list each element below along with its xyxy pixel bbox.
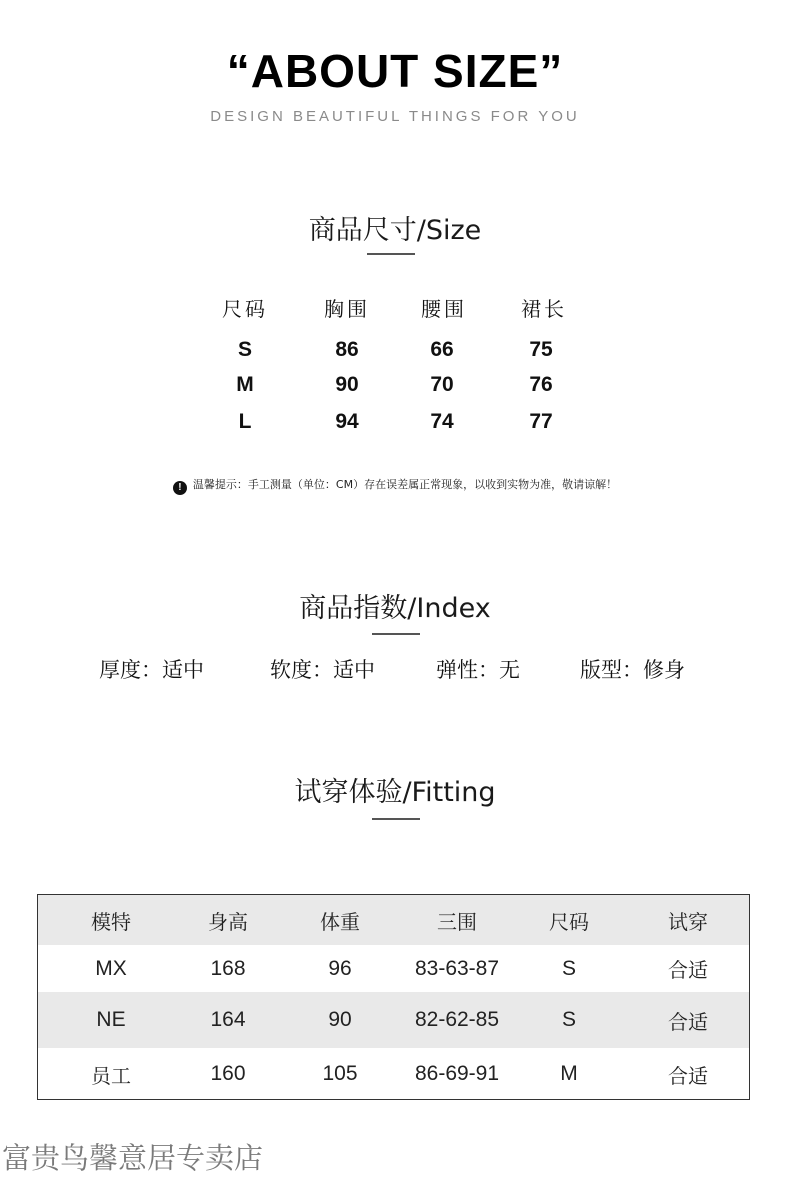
- fitting-cell: 员工: [91, 1063, 131, 1088]
- fitting-col-header: 体重: [320, 909, 360, 934]
- size-col-header: 胸围: [324, 297, 370, 321]
- size-cell: 77: [529, 410, 553, 433]
- size-cell: 90: [335, 373, 359, 396]
- size-cell: S: [237, 338, 252, 361]
- size-col-header: 裙长: [521, 297, 567, 321]
- page-title: “ABOUT SIZE”: [226, 45, 564, 97]
- size-title-divider: [367, 253, 415, 255]
- size-cell: 76: [529, 373, 553, 396]
- table-row: [38, 1048, 749, 1100]
- fitting-section-title: 试穿体验/Fitting: [294, 777, 496, 808]
- fitting-header-row: [38, 895, 749, 945]
- fitting-col-header: 身高: [208, 909, 248, 934]
- store-watermark: 富贵鸟馨意居专卖店: [2, 1141, 264, 1175]
- warning-icon: !: [173, 481, 187, 495]
- size-section-title: 商品尺寸/Size: [308, 215, 482, 246]
- size-cell: 74: [430, 410, 454, 433]
- fitting-cell: S: [561, 956, 576, 980]
- index-thickness: 厚度：适中: [99, 658, 204, 682]
- fitting-title-divider: [372, 818, 420, 820]
- page-subtitle: DESIGN BEAUTIFUL THINGS FOR YOU: [210, 108, 580, 125]
- size-cell: 86: [335, 338, 359, 361]
- size-col-header: 腰围: [421, 297, 467, 321]
- fitting-cell: 合适: [668, 1009, 708, 1034]
- fitting-table: [37, 894, 750, 1100]
- fitting-col-header: 试穿: [668, 909, 708, 934]
- index-fit-type: 版型：修身: [580, 658, 685, 682]
- fitting-cell: 164: [210, 1008, 246, 1031]
- index-elasticity: 弹性：无: [436, 658, 520, 682]
- fitting-col-header: 模特: [91, 909, 131, 934]
- fitting-col-header: 三围: [437, 909, 477, 934]
- size-col-header: 尺码: [222, 297, 268, 321]
- size-cell: 75: [529, 338, 553, 361]
- table-row: [38, 992, 749, 1048]
- fitting-cell: 83-63-87: [414, 956, 500, 980]
- size-cell: 66: [430, 338, 454, 361]
- size-cell: 70: [430, 373, 454, 396]
- size-cell: L: [238, 410, 252, 433]
- table-row: [38, 945, 749, 992]
- size-cell: 94: [335, 410, 359, 433]
- fitting-cell: MX: [95, 956, 127, 980]
- fitting-cell: 160: [210, 1062, 246, 1085]
- fitting-cell: 96: [328, 956, 352, 980]
- fitting-cell: 86-69-91: [414, 1062, 500, 1085]
- fitting-cell: 168: [210, 956, 246, 980]
- index-section-title: 商品指数/Index: [299, 593, 491, 624]
- fitting-cell: 82-62-85: [414, 1008, 500, 1031]
- index-softness: 软度：适中: [270, 658, 375, 682]
- fitting-cell: M: [560, 1062, 578, 1085]
- fitting-cell: NE: [96, 1008, 126, 1031]
- fitting-col-header: 尺码: [549, 909, 589, 934]
- fitting-cell: 合适: [668, 958, 708, 982]
- index-title-divider: [372, 633, 420, 635]
- fitting-cell: 105: [322, 1062, 358, 1085]
- notice-text: 温馨提示：手工测量（单位：CM）存在误差属正常现象，以收到实物为准，敬请谅解！: [192, 478, 618, 491]
- size-cell: M: [236, 373, 254, 396]
- fitting-cell: 90: [328, 1008, 352, 1031]
- fitting-cell: S: [561, 1008, 576, 1031]
- measurement-notice: [0, 476, 790, 495]
- fitting-cell: 合适: [668, 1063, 708, 1088]
